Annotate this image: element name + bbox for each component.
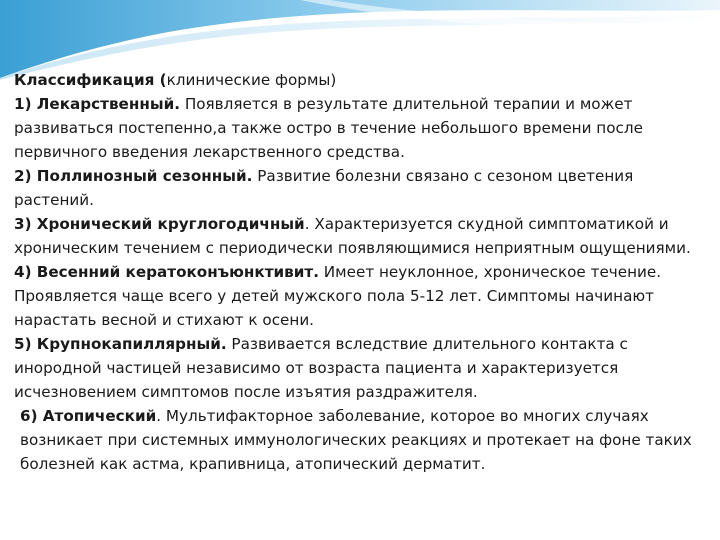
item-title: 5) Крупнокапиллярный.: [14, 335, 227, 353]
item-pollinosis: [14, 164, 714, 212]
item-text: Появляется в результате длительной терапии и может развиваться постепенно,а также остро в течение небольшого времени после первичного введения лекарственного средства.: [14, 95, 643, 161]
item-title: 6) Атопический: [20, 407, 157, 425]
item-text: Имеет неуклонное, хроническое течение. Проявляется чаще всего у детей мужского пола 5-12 лет. Симптомы начинают нарастать весной и стихают к осени.: [14, 263, 662, 329]
item-text: Развивается вследствие длительного контакта с инородной частицей независимо от возраста пациента и характеризуется исчезновением симптомов после изъятия раздражителя.: [14, 335, 628, 401]
slide-body: [14, 68, 714, 476]
item-atopic: [14, 404, 714, 476]
item-text: . Мультифакторное заболевание, которое во многих случаях возникает при системных иммунологических реакциях и протекает на фоне таких болезней как астма, крапивница, атопический дерматит.: [20, 407, 692, 473]
classification-heading: [14, 68, 714, 92]
item-title: 3) Хронический круглогодичный: [14, 215, 305, 233]
item-title: 4) Весенний кератоконъюнктивит.: [14, 263, 319, 281]
item-chronic: [14, 212, 714, 260]
item-title: 2) Поллинозный сезонный.: [14, 167, 253, 185]
item-drug: [14, 92, 714, 164]
heading-normal: клинические формы): [166, 71, 337, 89]
heading-bold: Классификация (: [14, 71, 167, 89]
item-title: 1) Лекарственный.: [14, 95, 180, 113]
item-text: Развитие болезни связано с сезоном цветения растений.: [14, 167, 634, 209]
item-text: . Характеризуется скудной симптоматикой и хроническим течением с периодически появляющимися неприятным ощущениями.: [14, 215, 691, 257]
item-vernal: [14, 260, 714, 332]
item-giant-papillary: [14, 332, 714, 404]
